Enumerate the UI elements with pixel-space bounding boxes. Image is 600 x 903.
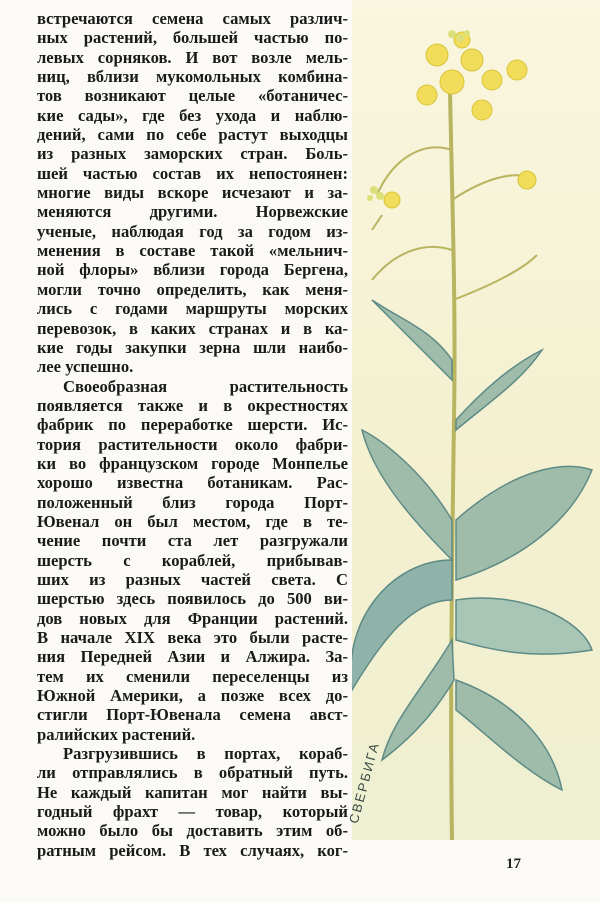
- text-line: Разгрузившись в портах, кораб-: [63, 744, 348, 764]
- illustration-caption: [345, 735, 383, 835]
- yellow-flowers: [384, 32, 536, 208]
- text-line: тем их сменили переселенцы из: [37, 666, 348, 686]
- text-line: появляется также и в окрестностях: [37, 395, 348, 415]
- text-line: В начале XIX века это были расте-: [37, 628, 348, 647]
- caption-text: СВЕРБИГА: [345, 739, 383, 826]
- text-line: стигли Порт-Ювенала семена авст-: [37, 705, 348, 725]
- flower-buds: [367, 30, 470, 201]
- plant-illustration: [352, 0, 600, 840]
- text-line: шей частью состав их непостоянен:: [37, 163, 348, 183]
- text-line: ших из разных частей света. С: [37, 569, 348, 589]
- text-line: фабрик по переработке шерсти. Ис-: [37, 415, 348, 435]
- text-line: шерсть с кораблей, прибывав-: [37, 550, 348, 570]
- text-line: ученые, наблюдая год за годом из-: [37, 221, 348, 241]
- text-line: ных растений, большей частью по-: [37, 28, 348, 48]
- text-line: тов возникают целые «ботаничес-: [37, 86, 348, 106]
- text-line: Не каждый капитан мог найти вы-: [37, 782, 348, 802]
- text-line: тория растительности около фабри-: [37, 434, 348, 454]
- text-line: меняются другими. Норвежские: [37, 202, 348, 222]
- text-line: ной флоры» вблизи города Бергена,: [37, 260, 348, 280]
- text-line: шерстью здесь появилось до 500 ви-: [37, 589, 348, 609]
- text-line: чение почти ста лет разгружали: [37, 531, 348, 551]
- plant-drawing: [352, 0, 600, 840]
- text-line: ратным рейсом. В тех случаях, ког-: [37, 840, 348, 860]
- text-line: могли точно определить, как меня-: [37, 279, 348, 299]
- text-line: Своеобразная растительность: [63, 376, 348, 396]
- page-number: 17: [506, 856, 521, 872]
- text-line: ния Передней Азии и Алжира. За-: [37, 647, 348, 667]
- text-line: из разных заморских стран. Боль-: [37, 144, 348, 164]
- text-line: можно было бы доставить этим об-: [37, 821, 348, 841]
- text-line: годный фрахт — товар, который: [37, 802, 348, 822]
- body-text: [37, 9, 348, 860]
- text-line: ралийских растений.: [37, 724, 196, 744]
- text-line: кие годы закупки зерна шли наибо-: [37, 337, 348, 357]
- text-line: дов новых для Франции растений.: [37, 608, 348, 628]
- text-line: менения в составе такой «мельнич-: [37, 241, 348, 261]
- text-line: дений, сами по себе растут выходцы: [37, 125, 348, 145]
- leaves: [352, 300, 592, 790]
- text-line: ки во французском городе Монпелье: [37, 453, 348, 473]
- text-line: кие сады», где без ухода и наблю-: [37, 105, 348, 125]
- text-line: Ювенал он был местом, где в те-: [37, 511, 348, 531]
- text-line: положенный близ города Порт-: [37, 492, 348, 512]
- text-line: встречаются семена самых различ-: [37, 9, 348, 28]
- text-line: Южной Америки, а позже всех до-: [37, 686, 348, 706]
- plant-stem: [450, 90, 455, 840]
- text-line: перевозок, в каких странах и в ка-: [37, 318, 348, 338]
- text-line: ниц, вблизи мукомольных комбина-: [37, 67, 348, 87]
- text-line: левых сорняков. И вот возле мель-: [37, 47, 348, 67]
- text-line: хорошо известна ботаникам. Рас-: [37, 473, 348, 493]
- text-line: лись с годами маршруты морских: [37, 299, 348, 319]
- text-line: лее успешно.: [37, 357, 134, 377]
- text-line: ли отправлялись в обратный путь.: [37, 763, 348, 783]
- text-line: многие виды вскоре исчезают и за-: [37, 183, 348, 203]
